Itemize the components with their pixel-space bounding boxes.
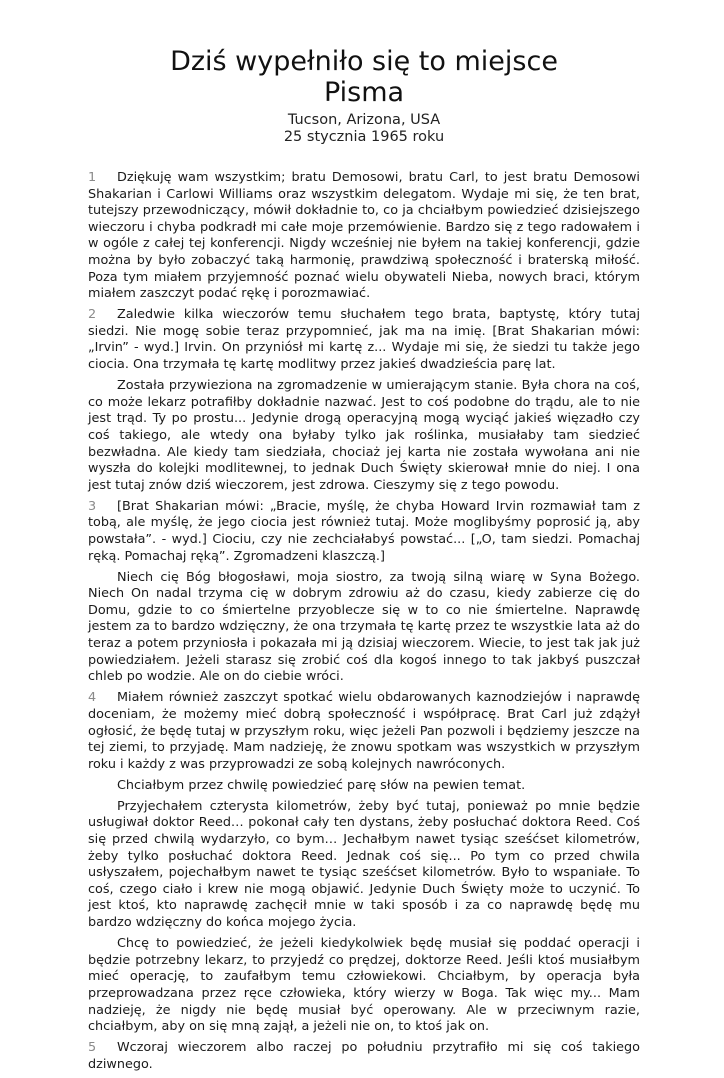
document-date: 25 stycznia 1965 roku (283, 129, 445, 145)
paragraph (88, 1040, 640, 1073)
paragraph-text: Miałem również zaszczyt spotkać wielu obdarowanych kaznodziejów i naprawdę doceniam, że możemy mieć dobrą społeczność i współpracę. Brat Carl już zdążył ogłosić, że będę tutaj w przyszłym roku, więc jeżeli Pan pozwoli i będziemy jeszcze na tej ziemi, to przyjadę. Mam nadzieję, że znowu spotkam was wszystkich w przyszłym roku i każdy z was przyprowadzi ze sobą kolejnych nawróconych. (88, 690, 640, 772)
paragraph-number: 1 (88, 170, 97, 185)
paragraph-number: 5 (88, 1040, 97, 1056)
document-body (88, 170, 640, 1073)
paragraph (88, 307, 640, 373)
paragraph (88, 378, 640, 494)
paragraph-number: 2 (88, 307, 97, 323)
paragraph (88, 170, 640, 303)
title-line-2: Pisma (323, 77, 405, 108)
paragraph-number: 4 (88, 690, 97, 706)
paragraph-text: Zaledwie kilka wieczorów temu słuchałem tego brata, baptystę, który tutaj siedzi. Nie mogę sobie teraz przypomnieć, jak ma na imię. [Brat Shakarian mówi: „Irvin” - wyd.] Irvin. On przyniósł mi kartę z... Wydaje mi się, że siedzi tu także jego ciocia. Ona trzymała tę kartę modlitwy przez jakieś dwadzieścia parę lat. (88, 307, 640, 373)
paragraph-text: Niech cię Bóg błogosławi, moja siostro, za twoją silną wiarę w Syna Bożego. Niech On nadal trzyma cię w dobrym zdrowiu aż do czasu, kiedy zabierze cię do Domu, gdzie to co śmiertelne przyoblecze się w to co nie śmiertelne. Naprawdę jestem za to bardzo wdzięczny, że ona trzymała tę kartę przez te wszystkie lata aż do teraz a potem przyniosła i pokazała mi ją dzisiaj wieczorem. Wiecie, to jest tak jak już powiedziałem. Jeżeli starasz się zrobić coś dla kogoś innego to tak jakbyś puszczał chleb po wodzie. Ale on do ciebie wróci. (88, 569, 640, 685)
document-title (88, 46, 640, 108)
paragraph-text: Dziękuję wam wszystkim; bratu Demosowi, bratu Carl, to jest bratu Demosowi Shakarian i Carlowi Williams oraz wszystkim delegatom. Wydaje mi się, że ten brat, tutejszy przewodniczący, mówił dokładnie to, co ja chciałbym powiedzieć dzisiejszego wieczoru i chyba podkradł mi całe moje przemówienie. Bardzo się z tego radowałem i w ogóle z całej tej konferencji. Nigdy wcześniej nie byłem na takiej konferencji, gdzie można by było zobaczyć taką harmonię, prawdziwą społeczność i braterską miłość. Poza tym miałem przyjemność poznać wielu obywateli Nieba, nowych braci, którym miałem zaszczyt podać rękę i porozmawiać. (88, 170, 640, 302)
paragraph (88, 690, 640, 773)
paragraph (88, 778, 640, 795)
paragraph (88, 799, 640, 932)
paragraph-text: Wczoraj wieczorem albo raczej po południu przytrafiło mi się coś takiego dziwnego. (88, 1040, 640, 1072)
paragraph-text: [Brat Shakarian mówi: „Bracie, myślę, że chyba Howard Irvin rozmawiał tam z tobą, ale myślę, że jego ciocia jest również tutaj. Może moglibyśmy poprosić ją, aby powstała”. - wyd.] Ciociu, czy nie zechciałabyś powstać... [„O, tam siedzi. Pomachaj ręką. Pomachaj ręką”. Zgromadzeni klaszczą.] (88, 498, 640, 564)
paragraph (88, 499, 640, 565)
paragraph-text: Chcę to powiedzieć, że jeżeli kiedykolwiek będę musiał się poddać operacji i będzie potrzebny lekarz, to przyjedź co prędzej, doktorze Reed. Jeśli ktoś musiałbym mieć operację, to zaufałbym temu człowiekowi. Chciałbym, by operacja była przeprowadzana przez ręce człowieka, który wierzy w Boga. Tak więc my... Mam nadzieję, że nigdy nie będę musiał być operowany. Ale w przeciwnym razie, chciałbym, aby on się mną zajął, a jeżeli nie on, to ktoś jak on. (88, 936, 640, 1035)
document-page (88, 46, 640, 1078)
document-location: Tucson, Arizona, USA (287, 112, 441, 128)
paragraph-text: Przyjechałem czterysta kilometrów, żeby być tutaj, ponieważ po mnie będzie usługiwał doktor Reed… pokonał cały ten dystans, żeby posłuchać doktora Reed. Coś się przed chwilą wydarzyło, co bym… Jechałbym nawet tysiąc sześćset kilometrów, żeby tylko posłuchać doktora Reed. Jednak coś się... Po tym co przed chwila usłyszałem, pojechałbym nawet te tysiąc sześćset kilometrów. Było to wspaniałe. To coś, czego ciało i krew nie mogą objawić. Jedynie Duch Święty może to uczynić. To jest ktoś, kto naprawdę zachęcił mnie w taki sposób i za co naprawdę będę mu bardzo wdzięczny do końca mojego życia. (88, 798, 640, 931)
paragraph (88, 570, 640, 686)
paragraph-number: 3 (88, 498, 97, 514)
paragraph-text: Została przywieziona na zgromadzenie w umierającym stanie. Była chora na coś, co może lekarz potrafiłby dokładnie nazwać. Jest to coś podobne do trądu, ale to nie jest trąd. Ty po prostu... Jedynie drogą operacyjną mogą wyciąć jakieś więzadło czy coś takiego, ale wtedy ona byłaby tylko jak roślinka, musiałaby tam siedzieć bezwładna. Ale kiedy tam siedziała, chociaż jej karta nie została wywołana ani nie wyszła do kolejki modlitewnej, to jednak Duch Święty skierował mnie do niej. I ona jest tutaj znów dziś wieczorem, jest zdrowa. Cieszymy się z tego powodu. (88, 378, 640, 493)
paragraph-text: Chciałbym przez chwilę powiedzieć parę słów na pewien temat. (117, 777, 526, 793)
title-line-1: Dziś wypełniło się to miejsce (170, 46, 558, 77)
paragraph (88, 936, 640, 1036)
